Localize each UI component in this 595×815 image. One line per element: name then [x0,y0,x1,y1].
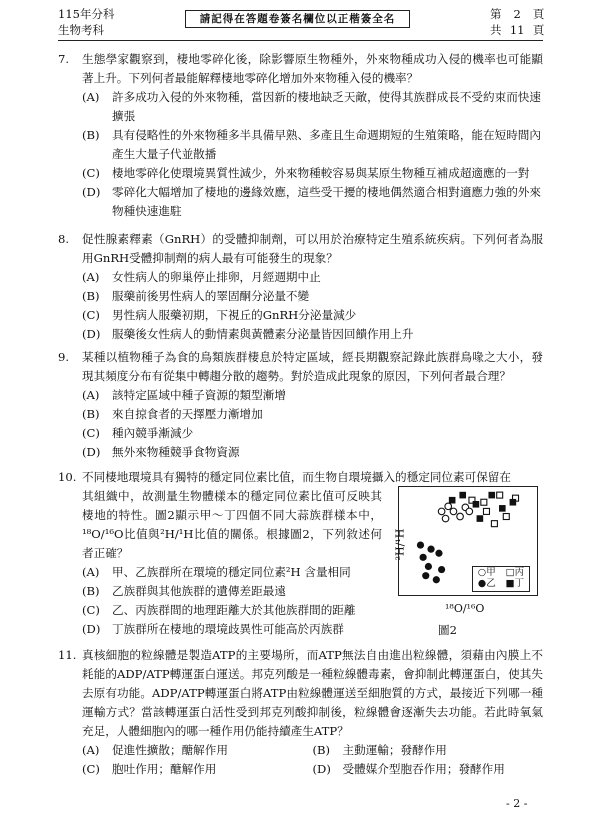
figure-legend [472,566,530,592]
option-text: 棲地零碎化使環境異質性減少，外來物種較容易與某原生物種互補成超適應的一對 [112,166,530,180]
option-text: 零碎化大幅增加了棲地的邊緣效應，這些受干擾的棲地偶然適合相對適應力強的外來物種快速進駐 [112,185,541,218]
question-stem: 其組織中，故測量生物體樣本的穩定同位素比值可反映其棲地的特性。圖2顯示甲～丁四個不同大蒜族群樣本中，¹⁸O/¹⁶O比值與²H/¹H比值的關係。根據圖2，下列敘述何者正確？ [82,489,382,560]
option-text: 乙族群與其他族群的遺傳差距最遠 [112,584,286,598]
question-stem: 某種以植物種子為食的鳥類族群棲息於特定區域，經長期觀察記錄此族群鳥喙之大小，發現其頻度分布有從集中轉趨分散的趨勢。對於造成此現象的原因，下列何者最合理？ [82,350,543,383]
y-axis-label: ²H/¹H [393,528,407,561]
option-label: (D) [82,327,101,341]
option-a [58,268,543,287]
page-total: 11 [509,23,525,37]
option-label: (D) [82,445,101,459]
point-bing [483,508,489,514]
option-c [58,164,543,183]
option-label: (A) [82,270,100,284]
option-label: (D) [82,622,101,636]
question-number: 10. [58,470,77,484]
point-yi [417,541,424,548]
point-jia [450,508,457,515]
option-d [58,325,543,344]
option-text: 服藥後女性病人的動情素與黃體素分泌量皆因回饋作用上升 [112,327,414,341]
option-d [313,760,544,779]
point-yi [435,550,442,557]
page-unit: 頁 [532,7,545,21]
point-ding [477,515,484,522]
option-c [58,306,543,325]
option-text: 該特定區域中種子資源的類型漸增 [112,388,286,402]
point-bing [481,499,487,505]
option-text: 丁族群所在棲地的環境歧異性可能高於丙族群 [112,622,344,636]
option-text: 甲、乙族群所在環境的穩定同位素²H 含量相同 [112,565,351,579]
question-number: 9. [58,350,70,364]
option-b [313,741,544,760]
option-text: 受體媒介型胞吞作用；發酵作用 [342,762,505,776]
point-jia [445,503,452,510]
option-text: 主動運輸；發酵作用 [342,743,447,757]
legend-yi: ●乙 [477,578,496,589]
point-yi [438,566,445,573]
signature-notice: 請記得在答題卷簽名欄位以正楷簽全名 [185,10,410,28]
option-label: (B) [82,289,100,303]
option-text: 胞吐作用；醣解作用 [112,762,217,776]
option-d [58,443,543,462]
point-yi [427,546,434,553]
point-bing [497,492,503,498]
question-stem: 促性腺素釋素（GnRH）的受體抑制劑，可以用於治療特定生殖系統疾病。下列何者為服用GnRH受體抑制劑的病人最有可能發生的現象？ [82,232,543,265]
option-label: (C) [82,308,100,322]
page-current: 2 [513,7,521,21]
option-text: 男性病人服藥初期，下視丘的GnRH分泌量減少 [112,308,357,322]
option-text: 女性病人的卵巢停止排卵，月經週期中止 [112,270,321,284]
option-text: 種內競爭漸減少 [112,426,194,440]
point-ding [510,499,517,506]
option-label: (C) [82,426,100,440]
page-label: 第 [490,7,502,21]
point-ding [488,492,495,499]
figure-caption: 圖2 [438,623,457,637]
exam-header-left [58,6,114,38]
option-label: (A) [82,90,100,104]
option-text: 具有侵略性的外來物種多半具備早熟、多產且生命週期短的生殖策略，能在短時間內產生大量子代並散播 [112,128,541,161]
question-stem-line1: 不同棲地環境具有獨特的穩定同位素比值，而生物自環境攝入的穩定同位素可保留在 [82,470,511,484]
point-yi [425,563,432,570]
option-b [58,405,543,424]
option-text: 許多成功入侵的外來物種，當因新的棲地缺乏天敵，使得其族群成長不受約束而快速擴張 [112,90,541,123]
option-label: (C) [82,603,100,617]
question-number: 7. [58,52,70,66]
question-number: 8. [58,232,70,246]
option-a [58,741,313,760]
options-row-2 [58,760,543,779]
point-jia [442,515,449,522]
option-a [58,386,543,405]
total-label: 共 [490,23,502,37]
legend-ding: ■丁 [505,578,525,589]
x-axis-label: ¹⁸O/¹⁶O [445,602,485,615]
option-label: (B) [82,128,100,142]
option-label: (B) [82,407,100,421]
option-b [58,126,543,164]
option-label: (A) [82,743,100,757]
point-ding [449,497,456,504]
point-jia [438,508,445,515]
option-label: (A) [82,388,100,402]
option-text: 無外來物種競爭食物資源 [112,445,240,459]
option-text: 服藥前後男性病人的睪固酮分泌量不變 [112,289,310,303]
option-d [58,183,543,221]
option-d [58,620,543,639]
header-rule [58,40,543,41]
option-label: (C) [82,762,100,776]
page-indicator [490,6,544,38]
point-bing [503,514,509,520]
question-9 [58,348,543,462]
total-unit: 頁 [532,23,545,37]
legend-bing: □丙 [505,567,525,578]
question-8 [58,230,543,344]
point-bing [491,521,497,527]
point-jia [457,513,464,520]
options-row-1 [58,741,543,760]
option-a [58,88,543,126]
page-footer: - 2 - [506,797,528,810]
question-stem: 生態學家觀察到，棲地零碎化後，除影響原生物種外，外來物種成功入侵的機率也可能顯著上升。下列何者最能解釋棲地零碎化增加外來物種入侵的機率？ [82,52,543,85]
option-label: (B) [312,743,331,757]
option-label: (D) [312,762,331,776]
option-label: (D) [82,185,101,199]
option-label: (B) [82,584,100,598]
option-label: (C) [82,166,100,180]
point-yi [420,554,427,561]
option-text: 來自掠食者的天擇壓力漸增加 [112,407,263,421]
question-stem: 真核細胞的粒線體是製造ATP的主要場所，而ATP無法自由進出粒線體，須藉由內膜上不耗能的ADP/ATP轉運蛋白運送。邦克列酸是一種粒線體毒素，會抑制此轉運蛋白，使其失去原有功能。ADP/ATP轉運蛋白將ATP由粒線體運送至細胞質的方式，最接近下列哪一種運輸方式？當該轉運蛋白活性受到邦克列酸抑制後，粒線體會逐漸失去功能。若此時氧氣充足，人體細胞內的哪一種作用仍能持續產生ATP？ [82,648,543,738]
question-number: 11. [58,648,77,662]
option-c [58,760,313,779]
option-text: 乙、丙族群間的地理距離大於其他族群間的距離 [112,603,356,617]
subject-name: 生物考科 [58,23,104,37]
question-7 [58,50,543,221]
point-yi [433,576,440,583]
option-c [58,424,543,443]
point-ding [459,492,466,499]
point-jia [466,508,473,515]
option-label: (A) [82,565,100,579]
legend-jia: ○甲 [477,567,496,578]
option-b [58,287,543,306]
point-ding [499,505,506,512]
question-11 [58,646,543,779]
exam-name: 115年分科 [58,7,115,21]
option-text: 促進性擴散；醣解作用 [112,743,228,757]
point-ding [473,501,480,508]
point-yi [422,572,429,579]
